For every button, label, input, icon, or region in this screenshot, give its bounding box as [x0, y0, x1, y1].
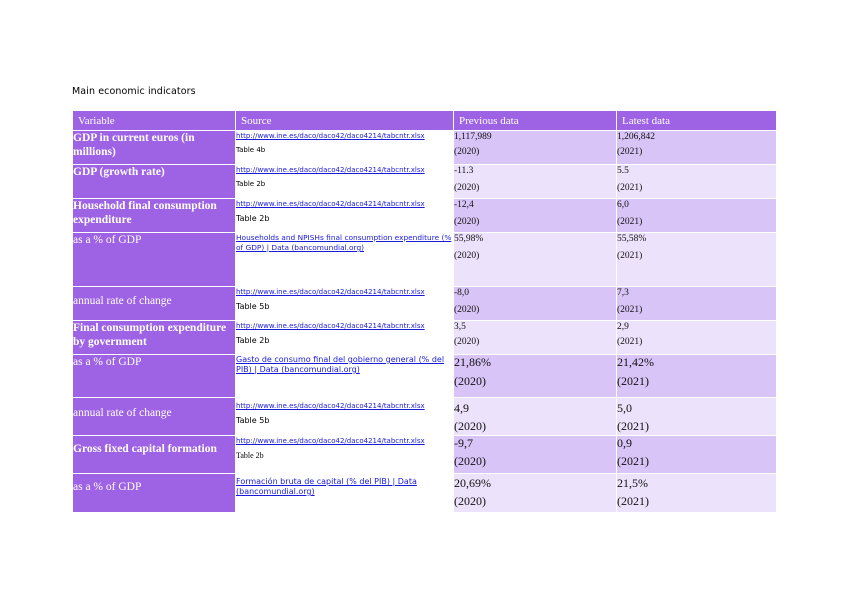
table-row [73, 131, 777, 165]
previous-year: (2020) [454, 419, 486, 433]
previous-data-cell [454, 199, 617, 233]
document-title: Main economic indicators [72, 86, 196, 97]
latest-data-cell [617, 287, 777, 321]
variable-cell: Household final consumption expenditure [73, 199, 236, 233]
latest-value: 21,42% [617, 355, 654, 369]
previous-year: (2020) [454, 147, 480, 157]
latest-value: 1,206,842 [617, 132, 655, 142]
source-table-ref: Table 5b [236, 302, 270, 311]
table-row [73, 321, 777, 355]
source-link[interactable]: http://www.ine.es/daco/daco42/daco4214/tabcntr.xlsx [236, 437, 425, 445]
table-row [73, 355, 777, 398]
source-link[interactable]: Formación bruta de capital (% del PIB) | Data (bancomundial.org) [236, 477, 417, 496]
previous-year: (2020) [454, 337, 480, 347]
source-link[interactable]: http://www.ine.es/daco/daco42/daco4214/tabcntr.xlsx [236, 322, 425, 330]
source-link[interactable]: http://www.ine.es/daco/daco42/daco4214/tabcntr.xlsx [236, 166, 425, 174]
latest-year: (2021) [617, 419, 649, 433]
source-table-ref: Table 2b [236, 214, 270, 223]
source-table-ref: Table 4b [236, 146, 266, 154]
latest-year: (2021) [617, 183, 643, 193]
header-previous-data: Previous data [454, 111, 617, 131]
table-header-row [73, 111, 777, 131]
source-link[interactable]: http://www.ine.es/daco/daco42/daco4214/tabcntr.xlsx [236, 402, 425, 410]
latest-value: 5.5 [617, 166, 629, 176]
source-table-ref: Table 2b [236, 451, 264, 460]
table-row [73, 287, 777, 321]
latest-data-cell [617, 474, 777, 513]
table-row [73, 233, 777, 287]
previous-data-cell [454, 355, 617, 398]
source-cell [236, 398, 454, 436]
previous-value: 3,5 [454, 322, 466, 332]
latest-year: (2021) [617, 454, 649, 468]
latest-data-cell [617, 355, 777, 398]
previous-data-cell [454, 233, 617, 287]
latest-year: (2021) [617, 147, 643, 157]
previous-value: -12,4 [454, 200, 474, 210]
variable-cell: annual rate of change [73, 287, 236, 321]
source-cell [236, 436, 454, 474]
header-source: Source [236, 111, 454, 131]
latest-value: 5,0 [617, 401, 632, 415]
previous-value: 4,9 [454, 401, 469, 415]
previous-year: (2020) [454, 217, 480, 227]
source-table-ref: Table 2b [236, 336, 270, 345]
latest-value: 2,9 [617, 322, 629, 332]
table-row [73, 398, 777, 436]
previous-value: 55,98% [454, 234, 484, 244]
latest-year: (2021) [617, 494, 649, 508]
variable-cell: annual rate of change [73, 398, 236, 436]
previous-year: (2020) [454, 374, 486, 388]
header-latest-data: Latest data [617, 111, 777, 131]
variable-cell: as a % of GDP [73, 355, 236, 398]
latest-data-cell [617, 165, 777, 199]
previous-data-cell [454, 165, 617, 199]
latest-data-cell [617, 233, 777, 287]
previous-value: 21,86% [454, 355, 491, 369]
table-row [73, 165, 777, 199]
latest-year: (2021) [617, 337, 643, 347]
latest-data-cell [617, 436, 777, 474]
previous-data-cell [454, 474, 617, 513]
previous-value: 20,69% [454, 476, 491, 490]
table-row [73, 436, 777, 474]
previous-value: -11.3 [454, 166, 474, 176]
table-row [73, 199, 777, 233]
previous-year: (2020) [454, 494, 486, 508]
latest-value: 0,9 [617, 436, 632, 450]
previous-value: 1,117,989 [454, 132, 492, 142]
previous-data-cell [454, 398, 617, 436]
variable-cell: as a % of GDP [73, 474, 236, 513]
latest-value: 6,0 [617, 200, 629, 210]
variable-cell: Final consumption expenditure by government [73, 321, 236, 355]
previous-data-cell [454, 321, 617, 355]
latest-data-cell [617, 131, 777, 165]
table-row [73, 474, 777, 513]
previous-year: (2020) [454, 454, 486, 468]
latest-data-cell [617, 199, 777, 233]
latest-value: 7,3 [617, 288, 629, 298]
latest-year: (2021) [617, 374, 649, 388]
indicators-table [72, 110, 777, 513]
source-cell [236, 199, 454, 233]
source-cell [236, 355, 454, 398]
previous-data-cell [454, 287, 617, 321]
previous-data-cell [454, 436, 617, 474]
source-link[interactable]: Households and NPISHs final consumption expenditure (% of GDP) | Data (bancomundial.org) [236, 233, 452, 252]
source-link[interactable]: Gasto de consumo final del gobierno general (% del PIB) | Data (bancomundial.org) [236, 355, 445, 374]
previous-value: -9,7 [454, 436, 473, 450]
source-cell [236, 233, 454, 287]
latest-year: (2021) [617, 251, 643, 261]
previous-value: -8,0 [454, 288, 470, 298]
previous-year: (2020) [454, 183, 480, 193]
source-link[interactable]: http://www.ine.es/daco/daco42/daco4214/tabcntr.xlsx [236, 288, 425, 296]
latest-value: 55,58% [617, 234, 647, 244]
source-cell [236, 474, 454, 513]
variable-cell: Gross fixed capital formation [73, 436, 236, 474]
latest-data-cell [617, 321, 777, 355]
source-cell [236, 321, 454, 355]
latest-year: (2021) [617, 217, 643, 227]
source-cell [236, 165, 454, 199]
source-link[interactable]: http://www.ine.es/daco/daco42/daco4214/tabcntr.xlsx [236, 132, 425, 140]
latest-year: (2021) [617, 305, 643, 315]
latest-data-cell [617, 398, 777, 436]
source-table-ref: Table 2b [236, 180, 266, 188]
variable-cell: as a % of GDP [73, 233, 236, 287]
source-link[interactable]: http://www.ine.es/daco/daco42/daco4214/tabcntr.xlsx [236, 200, 425, 208]
previous-year: (2020) [454, 251, 480, 261]
variable-cell: GDP (growth rate) [73, 165, 236, 199]
header-variable: Variable [73, 111, 236, 131]
latest-value: 21,5% [617, 476, 648, 490]
variable-cell: GDP in current euros (in millions) [73, 131, 236, 165]
previous-year: (2020) [454, 305, 480, 315]
source-table-ref: Table 5b [236, 416, 270, 425]
previous-data-cell [454, 131, 617, 165]
source-cell [236, 287, 454, 321]
source-cell [236, 131, 454, 165]
